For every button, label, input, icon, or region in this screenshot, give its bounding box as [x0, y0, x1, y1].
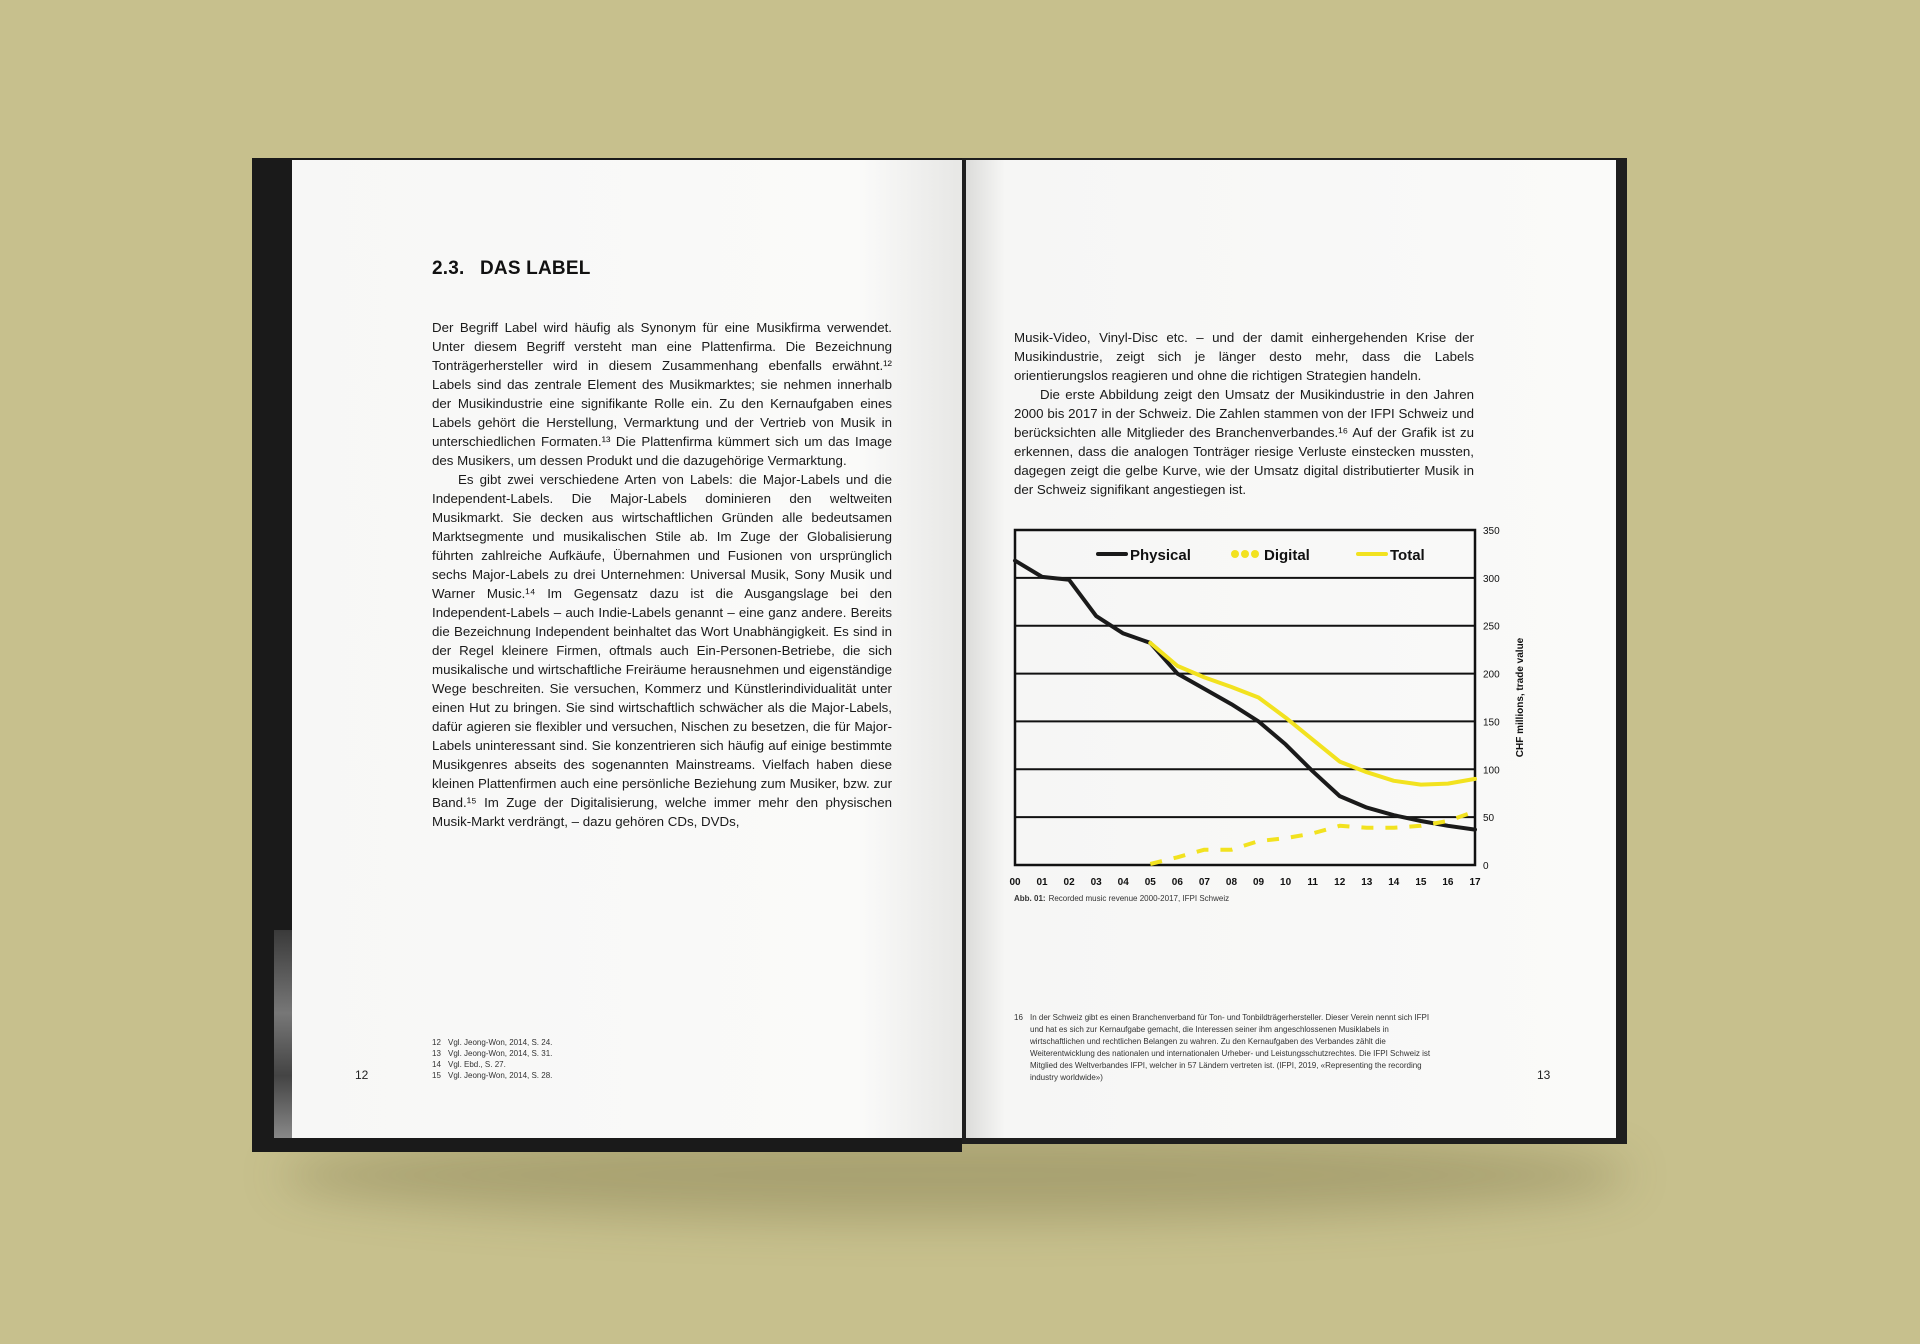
x-tick-label: 16: [1442, 877, 1454, 888]
x-tick-label: 05: [1144, 877, 1156, 888]
x-tick-label: 11: [1307, 877, 1318, 888]
footnotes-left: [432, 1037, 732, 1081]
y-tick-label: 250: [1483, 621, 1500, 633]
x-tick-label: 15: [1415, 877, 1427, 888]
x-tick-label: 02: [1063, 877, 1075, 888]
x-tick-label: 00: [1009, 877, 1021, 888]
right-body-text: [1014, 328, 1474, 499]
series-line-digital: [1150, 811, 1475, 864]
x-tick-label: 12: [1334, 877, 1346, 888]
footnote-number: 13: [432, 1049, 441, 1058]
footnote-text: Vgl. Jeong-Won, 2014, S. 24.: [448, 1038, 553, 1047]
x-tick-label: 07: [1198, 877, 1210, 888]
y-tick-label: 150: [1483, 717, 1500, 729]
y-tick-label: 100: [1483, 765, 1500, 777]
section-heading: [432, 258, 832, 280]
revenue-chart: [1009, 520, 1526, 900]
footnote-text: Vgl. Ebd., S. 27.: [448, 1060, 506, 1069]
y-axis-label: CHF millions, trade value: [1515, 637, 1526, 758]
y-tick-label: 300: [1483, 573, 1500, 585]
y-tick-label: 0: [1483, 861, 1489, 872]
caption-text: Recorded music revenue 2000-2017, IFPI Schweiz: [1048, 894, 1230, 903]
x-tick-label: 13: [1361, 877, 1373, 888]
section-number: 2.3.: [432, 258, 465, 279]
footnote-number: 15: [432, 1071, 441, 1080]
page-edge-photo: [274, 930, 292, 1138]
paragraph: Musik-Video, Vinyl-Disc etc. – und der damit einhergehenden Krise der Musikindustrie, zeigt sich je länger desto mehr, dass die Labels orientierungslos reagieren und ohne die richtigen Strategien handeln.: [1014, 330, 1474, 383]
footnote-number: 12: [432, 1038, 441, 1047]
section-title: DAS LABEL: [479, 258, 591, 279]
legend-swatch-digital: [1231, 550, 1239, 558]
footnote: [432, 1070, 732, 1081]
legend-label-physical: Physical: [1130, 547, 1191, 564]
x-tick-label: 04: [1117, 877, 1129, 888]
footnote-right: [1014, 1012, 1434, 1084]
legend-swatch-digital: [1251, 550, 1259, 558]
legend-swatch-digital: [1241, 550, 1249, 558]
x-tick-label: 09: [1252, 877, 1265, 888]
footnote-number: 14: [432, 1060, 441, 1069]
chart-svg: [1009, 520, 1526, 900]
series-line-physical: [1015, 561, 1475, 830]
footnote-text: Vgl. Jeong-Won, 2014, S. 31.: [448, 1049, 553, 1058]
plot-frame: [1015, 530, 1475, 865]
x-tick-label: 03: [1090, 877, 1102, 888]
x-tick-label: 08: [1225, 877, 1238, 888]
paragraph: Die erste Abbildung zeigt den Umsatz der Musikindustrie in den Jahren 2000 bis 2017 in der Schweiz. Die Zahlen stammen von der IFPI Schweiz und berücksichten alle Mitglieder des Branchenverbandes.¹⁶ Auf der Grafik ist zu erkennen, dass die analogen Tonträger riesige Verluste einstecken mussten, dagegen zeigt die gelbe Kurve, wie der Umsatz digital distributierter Musik in der Schweiz signifikant angestiegen ist.: [1014, 387, 1474, 497]
legend-label-digital: Digital: [1264, 547, 1310, 564]
footnote-text: Vgl. Jeong-Won, 2014, S. 28.: [448, 1071, 553, 1080]
footnote: [432, 1059, 732, 1070]
page-number-left: 12: [355, 1068, 369, 1082]
x-tick-label: 06: [1171, 877, 1183, 888]
footnote: [432, 1037, 732, 1048]
footnote: [432, 1048, 732, 1059]
y-tick-label: 50: [1483, 813, 1495, 825]
footnote-number: 16: [1014, 1013, 1023, 1022]
series-line-total: [1150, 643, 1475, 785]
y-tick-label: 350: [1483, 526, 1500, 537]
caption-label: Abb. 01:: [1014, 894, 1046, 903]
paragraph: Es gibt zwei verschiedene Arten von Labels: die Major-Labels und die Independent-Labels. Die Major-Labels dominieren den weltweiten Musikmarkt. Sie decken aus wirtschaftlichen Gründen alle bedeutsamen Marktsegmente und musikalischen Stile ab. Im Zuge der Globalisierung führten zahlreiche Aufkäufe, Übernahmen und Fusionen von ursprünglich sechs Major-Labels zu drei Unternehmen: Universal Musik, Sony Musik und Warner Music.¹⁴ Im Gegensatz dazu ist die Ausgangslage bei den Independent-Labels – auch Indie-Labels genannt – eine ganz andere. Bereits die Bezeichnung Independent beinhaltet das Wort Unabhängigkeit. Es sind in der Regel kleinere Firmen, oftmals auch Ein-Personen-Betriebe, die sich musikalische und wirtschaftliche Freiräume herausnehmen und eigenständige Wege beschreiten. Sie versuchen, Kommerz und Künstlerindividualität unter einen Hut zu bringen. Sie sind wirtschaftlich schwächer als die Major-Labels, dafür agieren sie flexibler und versuchen, Nischen zu besetzen, die für Major-Labels uninteressant sind. Sie konzentrieren sich häufig auf einige bestimmte Musikgenres abseits des sogenannten Mainstreams. Vielfach haben diese kleinen Plattenfirmen auch eine persönliche Beziehung zum Musiker, bzw. zur Band.¹⁵ Im Zuge der Digitalisierung, welche immer mehr den physischen Musik-Markt verdrängt, – dazu gehören CDs, DVDs,: [432, 472, 892, 829]
left-body-text: [432, 318, 892, 831]
x-tick-label: 17: [1469, 877, 1481, 888]
x-tick-label: 10: [1280, 877, 1292, 888]
x-tick-label: 14: [1388, 877, 1400, 888]
figure-caption: [1014, 894, 1229, 903]
x-tick-label: 01: [1036, 877, 1048, 888]
footnote-text: In der Schweiz gibt es einen Branchenverband für Ton- und Tonbildträgerhersteller. Dieser Verein nennt sich IFPI und hat es sich zur Kernaufgabe gemacht, die Interessen seiner ihm angeschlossenen Musiklabels in wirtschaftlichen und rechtlichen Belangen zu wahren. Zu den Kernaufgaben des Verbandes zählt die Weiterentwicklung des nationalen und internationalen Urheber- und Leistungsschutzrechtes. Die IFPI Schweiz ist Mitglied des Weltverbandes IFPI, welcher in 57 Ländern vertreten ist. (IFPI, 2019, «Representing the recording industry worldwide»): [1030, 1013, 1431, 1082]
paragraph: Der Begriff Label wird häufig als Synonym für eine Musikfirma verwendet. Unter diesem Begriff versteht man eine Plattenfirma. Die Bezeichnung Tonträgerhersteller wird in diesem Zusammenhang ebenfalls erwähnt.¹² Labels sind das zentrale Element des Musikmarktes; sie nehmen innerhalb der Musikindustrie eine signifikante Rolle ein. Zu den Kernaufgaben eines Labels gehört die Herstellung, Vermarktung und der Vertrieb von Musik in unterschiedlichen Formaten.¹³ Die Plattenfirma kümmert sich um das Image des Musikers, um dessen Produkt und die dazugehörige Vermarktung.: [432, 320, 892, 468]
y-tick-label: 200: [1483, 669, 1500, 681]
legend-label-total: Total: [1390, 547, 1425, 564]
page-number-right: 13: [1537, 1068, 1551, 1082]
